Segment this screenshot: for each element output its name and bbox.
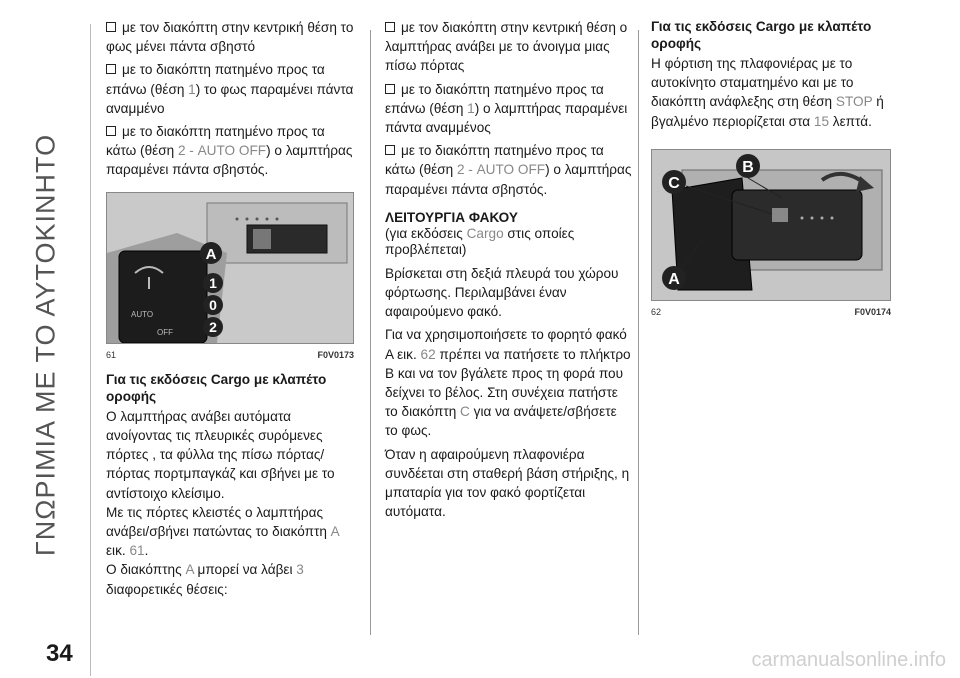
column-1 [106,18,354,599]
figure-62-caption: 62 F0V0174 [651,306,891,317]
section-title-cargo: Για τις εκδόσεις Cargo με κλαπέτο οροφής [106,371,327,404]
figure-61-auto-label: AUTO [131,309,154,319]
bullet-item: με τον διακόπτη στην κεντρική θέση ο λαμπτήρας ανάβει με το άνοιγμα μιας πίσω πόρτας [385,20,628,74]
figure-61-off-label: OFF [157,327,173,337]
section-subtitle: (για εκδόσεις Cargo στις οποίες προβλέπεται) [385,225,575,257]
callout-B: B [742,158,754,176]
switch-illustration [107,193,353,343]
callout-C: C [668,174,680,192]
body-text: Βρίσκεται στη δεξιά πλευρά του χώρου φόρτωσης. Περιλαμβάνει έναν αφαιρούμενο φακό. [385,265,619,320]
checkbox-bullet-icon [106,22,116,32]
checkbox-bullet-icon [385,22,395,32]
bullet-item: με το διακόπτη πατημένο προς τα επάνω (θέση 1) το φως παραμένει πάντα αναμμένο [106,62,354,116]
body-text: Όταν η αφαιρούμενη πλαφονιέρα συνδέεται στη σταθερή βάση στήριξης, η μπαταρία για τον φακό φορτίζεται αυτόματα. [385,446,630,520]
bullet-item: με το διακόπτη πατημένο προς τα κάτω (θέση 2 - AUTO OFF) ο λαμπτήρας παραμένει πάντα σβηστός. [106,124,353,178]
column-3 [651,18,891,322]
callout-2: 2 [209,318,217,335]
section-title-flashlight: ΛΕΙΤΟΥΡΓΙΑ ΦΑΚΟΥ [385,209,518,225]
callout-A: A [205,245,217,263]
checkbox-bullet-icon [106,126,116,136]
watermark: carmanualsonline.info [751,649,946,671]
body-text: Η φόρτιση της πλαφονιέρας με το αυτοκίνητο σταματημένο και με το διακόπτη ανάφλεξης στη θέση STOP ή βγαλμένο περιορίζεται στα 15 λεπτά. [651,56,884,129]
checkbox-bullet-icon [385,145,395,155]
body-text: Ο λαμπτήρας ανάβει αυτόματα ανοίγοντας τις πλευρικές συρόμενες πόρτες , τα φύλλα της πίσω πόρτας/πόρτας πορτμπαγκάζ και σβήνει με το αντίστοιχο κλείσιμο. Με τις πόρτες κλειστές ο λαμπτήρας ανάβει/σβήνει πατώντας το διακόπτη A εικ. 61. Ο διακόπτης A μπορεί να λάβει 3 διαφορετικές θέσεις: [106,408,339,597]
bullet-item: με το διακόπτη πατημένο προς τα κάτω (θέση 2 - AUTO OFF) ο λαμπτήρας παραμένει πάντα σβηστός. [385,143,632,197]
page-number: 34 [46,640,73,667]
figure-62 [651,149,891,301]
callout-0: 0 [209,296,217,313]
flashlight-illustration [652,150,890,300]
callout-1: 1 [209,274,217,291]
figure-61 [106,192,354,344]
column-divider [370,30,371,635]
section-title-cargo: Για τις εκδόσεις Cargo με κλαπέτο οροφής [651,19,872,51]
callout-A: A [668,270,680,288]
figure-61-caption: 61 F0V0173 [106,349,354,360]
checkbox-bullet-icon [385,84,395,94]
side-divider [90,24,91,676]
checkbox-bullet-icon [106,64,116,74]
body-text: Για να χρησιμοποιήσετε το φορητό φακό Α εικ. 62 πρέπει να πατήσετε το πλήκτρο B και να τον βγάλετε προς τη φορά που δείχνει το βέλος. Στη συνέχεια πατήστε το διακόπτη C για να ανάψετε/σβήσετε το φως. [385,327,631,439]
bullet-item: με το διακόπτη πατημένο προς τα επάνω (θέση 1) ο λαμπτήρας παραμένει πάντα αναμμένος [385,81,628,136]
column-2 [385,18,633,525]
bullet-item: με τον διακόπτη στην κεντρική θέση το φως μένει πάντα σβηστό [106,20,354,55]
side-chapter-title: ΓΝΩΡΙΜΙΑ ΜΕ ΤΟ ΑΥΤΟΚΙΝΗΤΟ [30,133,61,557]
column-divider [638,30,639,635]
